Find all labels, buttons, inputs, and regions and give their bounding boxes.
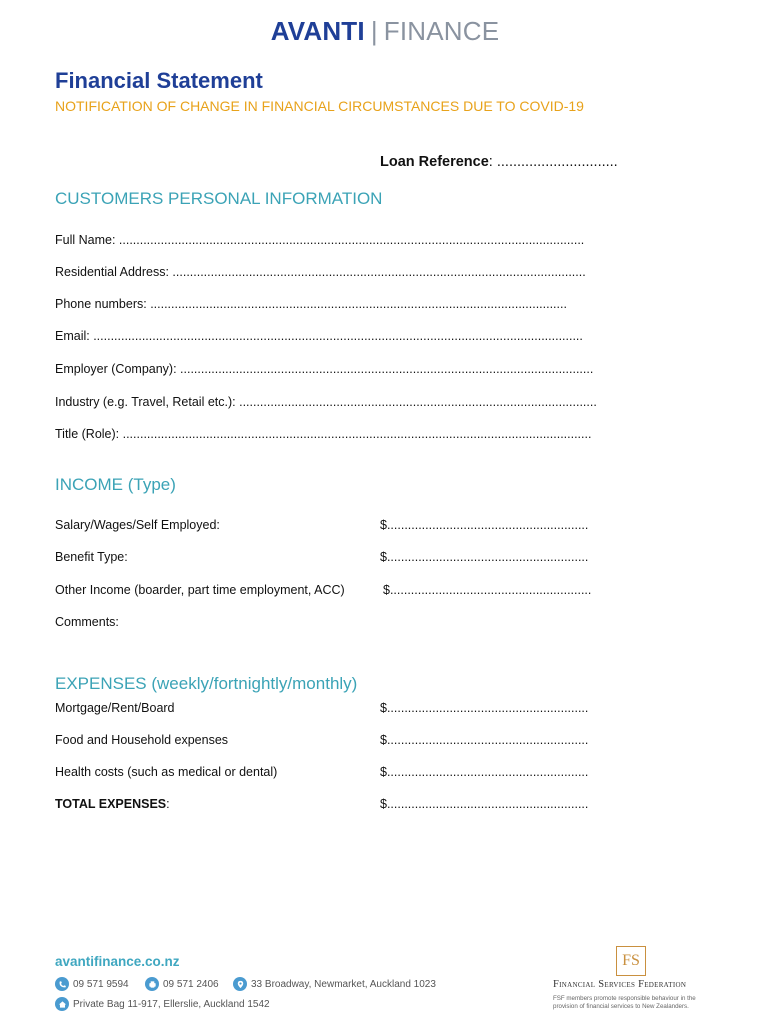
title-role-field[interactable]: Title (Role): ....................................................................................................................................... bbox=[55, 427, 592, 441]
brand-separator: | bbox=[370, 16, 378, 46]
comments-label[interactable]: Comments: bbox=[55, 615, 119, 629]
personal-info-heading: CUSTOMERS PERSONAL INFORMATION bbox=[55, 189, 383, 208]
income-amount-other[interactable]: $.......................................................... bbox=[383, 583, 592, 597]
residential-address-field[interactable]: Residential Address: ....................................................................................................................... bbox=[55, 265, 586, 279]
home-icon bbox=[55, 997, 69, 1011]
income-heading: INCOME (Type) bbox=[55, 475, 176, 494]
expense-amount-health[interactable]: $.......................................................... bbox=[380, 765, 589, 779]
income-label-salary: Salary/Wages/Self Employed: bbox=[55, 518, 220, 532]
brand-logo bbox=[0, 16, 770, 47]
footer-phone-2 bbox=[145, 977, 219, 991]
brand-name-secondary: FINANCE bbox=[383, 16, 500, 46]
expenses-heading: EXPENSES (weekly/fortnightly/monthly) bbox=[55, 674, 358, 693]
phone-icon bbox=[55, 977, 69, 991]
phone-2-text: 09 571 2406 bbox=[163, 978, 219, 990]
fax-icon bbox=[145, 977, 159, 991]
full-name-field[interactable]: Full Name: ...................................................................................................................................... bbox=[55, 233, 585, 247]
expense-label-health: Health costs (such as medical or dental) bbox=[55, 765, 278, 779]
expense-label-mortgage: Mortgage/Rent/Board bbox=[55, 701, 175, 715]
brand-name-primary: AVANTI bbox=[270, 16, 365, 46]
loan-reference-label: Loan Reference bbox=[380, 154, 489, 170]
footer-phone-1 bbox=[55, 977, 129, 991]
email-field[interactable]: Email: ............................................................................................................................................. bbox=[55, 329, 583, 343]
expense-amount-mortgage[interactable]: $.......................................................... bbox=[380, 701, 589, 715]
address-text: 33 Broadway, Newmarket, Auckland 1023 bbox=[251, 978, 436, 990]
page-subtitle: NOTIFICATION OF CHANGE IN FINANCIAL CIRCUMSTANCES DUE TO COVID-19 bbox=[55, 98, 584, 114]
location-pin-icon bbox=[233, 977, 247, 991]
industry-field[interactable]: Industry (e.g. Travel, Retail etc.): ....................................................................................................... bbox=[55, 395, 597, 409]
total-expenses-label bbox=[55, 797, 170, 811]
phone-1-text: 09 571 9594 bbox=[73, 978, 129, 990]
income-amount-salary[interactable]: $.......................................................... bbox=[380, 518, 589, 532]
postal-text: Private Bag 11-917, Ellerslie, Auckland 1542 bbox=[73, 998, 270, 1010]
total-expenses-amount[interactable]: $.......................................................... bbox=[380, 797, 589, 811]
footer-address bbox=[233, 977, 436, 991]
footer-postal bbox=[55, 997, 270, 1011]
income-amount-benefit[interactable]: $.......................................................... bbox=[380, 550, 589, 564]
fsf-name: Financial Services Federation bbox=[553, 979, 687, 990]
employer-field[interactable]: Employer (Company): ....................................................................................................................... bbox=[55, 362, 594, 376]
expense-label-food: Food and Household expenses bbox=[55, 733, 229, 747]
fsf-note: FSF members promote responsible behaviour in the provision of financial services to New Zealanders. bbox=[553, 995, 696, 1010]
page-title: Financial Statement bbox=[55, 68, 263, 93]
fsf-logo: FS bbox=[616, 946, 646, 976]
income-label-benefit: Benefit Type: bbox=[55, 550, 128, 564]
total-expenses-colon: : bbox=[166, 797, 170, 811]
loan-reference-field[interactable]: : .............................. bbox=[488, 154, 618, 170]
total-expenses-label-text: TOTAL EXPENSES bbox=[55, 797, 167, 811]
phone-numbers-field[interactable]: Phone numbers: ........................................................................................................................ bbox=[55, 297, 567, 311]
expense-amount-food[interactable]: $.......................................................... bbox=[380, 733, 589, 747]
income-label-other: Other Income (boarder, part time employment, ACC) bbox=[55, 583, 345, 597]
footer-website[interactable]: avantifinance.co.nz bbox=[55, 954, 180, 969]
loan-reference bbox=[380, 154, 618, 170]
